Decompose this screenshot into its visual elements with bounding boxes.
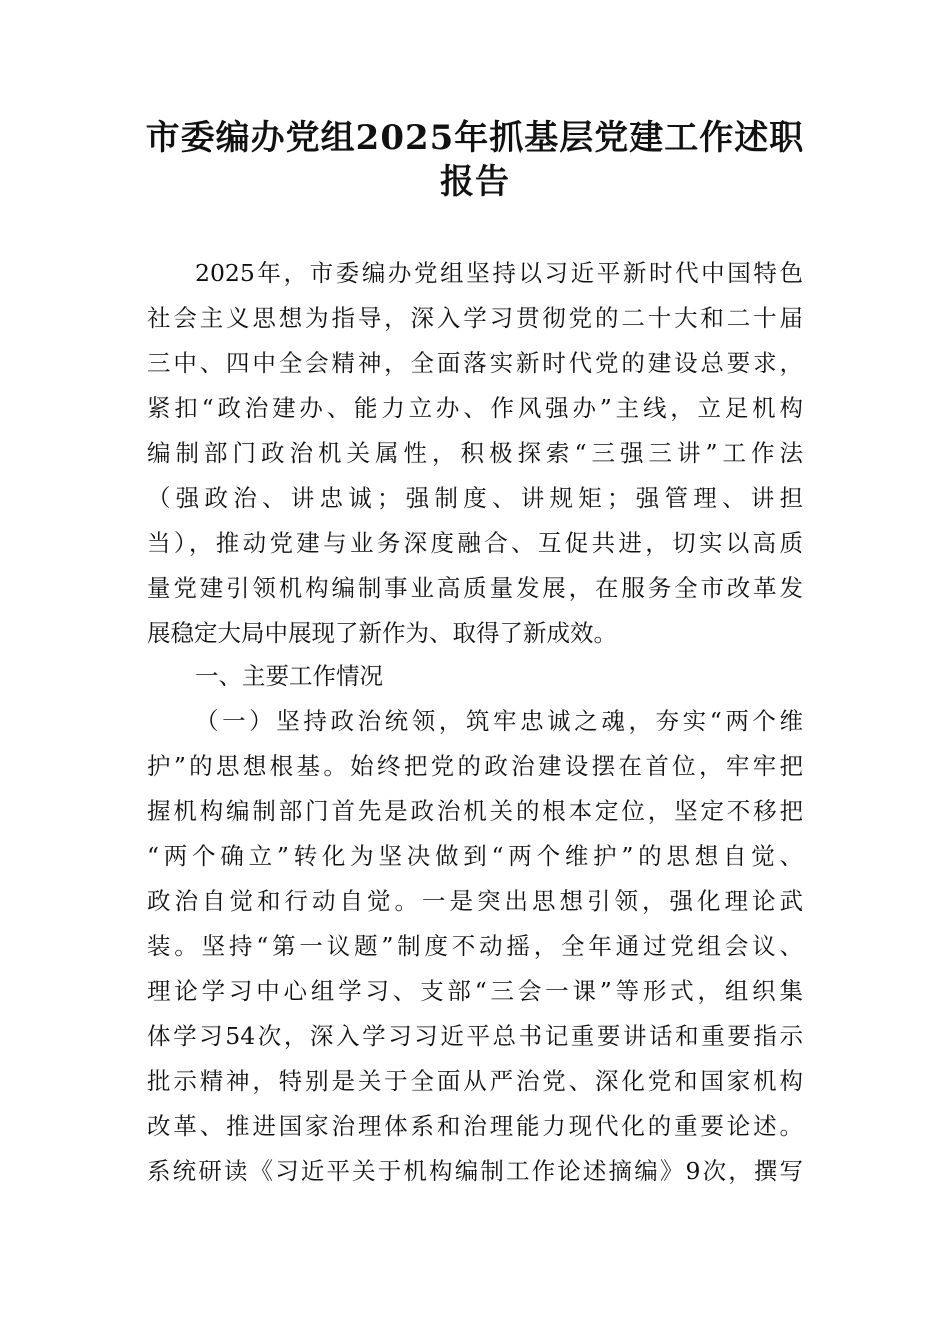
intro-line-2: 社会主义思想为指导，深入学习贯彻党的二十大和二十届 [147,304,803,332]
section-heading-main-work: 一、主要工作情况 [195,662,383,690]
section1-line-3: 握机构编制部门首先是政治机关的根本定位，坚定不移把 [147,797,803,825]
intro-line-8: 量党建引领机构编制事业高质量发展，在服务全市改革发 [147,574,803,602]
section1-line-10: 改革、推进国家治理体系和治理能力现代化的重要论述。 [147,1112,803,1140]
intro-line-3: 三中、四中全会精神，全面落实新时代党的建设总要求， [147,349,803,377]
document-title-line-2: 报告 [440,162,510,202]
section1-line-1: （一）坚持政治统领，筑牢忠诚之魂，夯实“两个维 [195,707,803,735]
section1-line-5: 政治自觉和行动自觉。一是突出思想引领，强化理论武 [147,887,803,915]
intro-line-6: （强政治、讲忠诚；强制度、讲规矩；强管理、讲担 [147,484,803,512]
intro-line-7: 当），推动党建与业务深度融合、互促共进，切实以高质 [147,529,803,557]
intro-line-1: 2025年，市委编办党组坚持以习近平新时代中国特色 [195,259,803,287]
section1-line-2: 护”的思想根基。始终把党的政治建设摆在首位，牢牢把 [147,752,803,780]
section1-line-8: 体学习54次，深入学习习近平总书记重要讲话和重要指示 [147,1022,803,1050]
section1-line-11: 系统研读《习近平关于机构编制工作论述摘编》9次，撰写 [147,1157,803,1185]
section1-line-9: 批示精神，特别是关于全面从严治党、深化党和国家机构 [147,1067,803,1095]
intro-line-4: 紧扣“政治建办、能力立办、作风强办”主线，立足机构 [147,394,803,422]
intro-line-5: 编制部门政治机关属性，积极探索“三强三讲”工作法 [147,439,803,467]
section1-line-7: 理论学习中心组学习、支部“三会一课”等形式，组织集 [147,977,803,1005]
section1-line-4: “两个确立”转化为坚决做到“两个维护”的思想自觉、 [147,842,803,870]
intro-line-9: 展稳定大局中展现了新作为、取得了新成效。 [147,619,617,647]
document-title-line-1: 市委编办党组2025年抓基层党建工作述职 [145,118,805,158]
section1-line-6: 装。坚持“第一议题”制度不动摇，全年通过党组会议、 [147,932,803,960]
